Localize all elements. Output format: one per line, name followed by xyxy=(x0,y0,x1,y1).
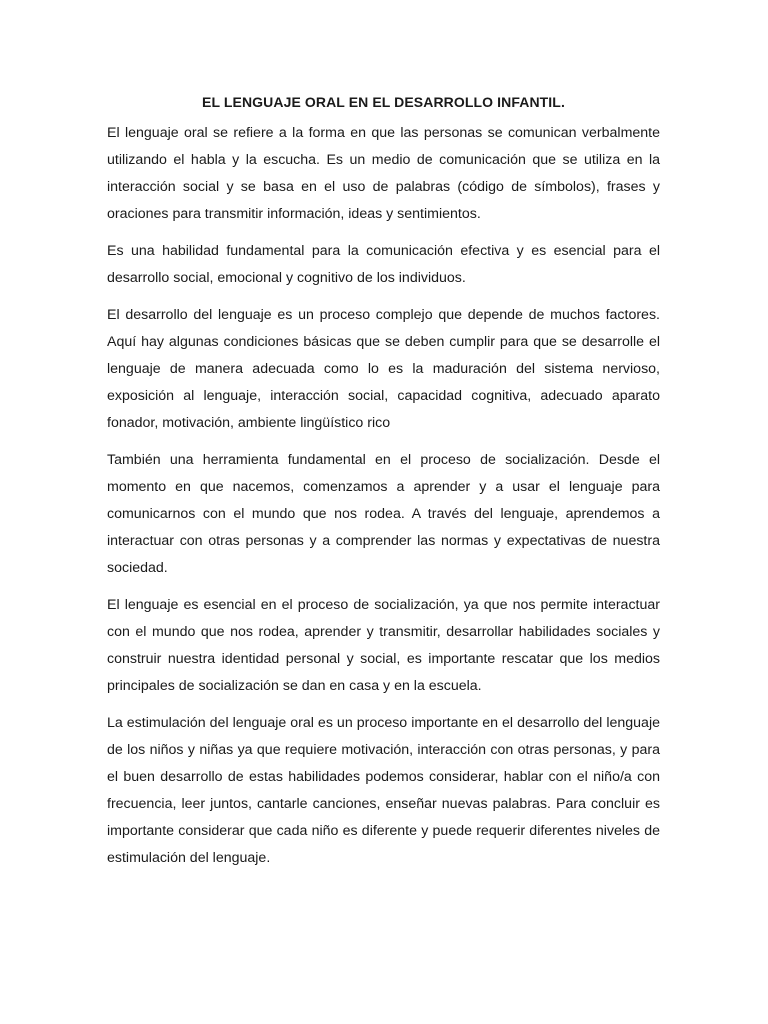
paragraph-stimulation: La estimulación del lenguaje oral es un proceso importante en el desarrollo del lenguaje de los niños y niñas ya que requiere motivación, interacción con otras personas, y para el buen desarrollo de estas habilidades podemos considerar, hablar con el niño/a con frecuencia, leer juntos, cantarle canciones, enseñar nuevas palabras. Para concluir es importante considerar que cada niño es diferente y puede requerir diferentes niveles de estimulación del lenguaje. xyxy=(107,715,660,866)
paragraph-importance: Es una habilidad fundamental para la comunicación efectiva y es esencial para el desarrollo social, emocional y cognitivo de los individuos. xyxy=(107,243,660,286)
paragraph-socialization-essential: El lenguaje es esencial en el proceso de socialización, ya que nos permite interactuar con el mundo que nos rodea, aprender y transmitir, desarrollar habilidades sociales y construir nuestra identidad personal y social, es importante rescatar que los medios principales de socialización se dan en casa y en la escuela. xyxy=(107,597,660,694)
document-body xyxy=(107,92,660,882)
paragraph-development-conditions: El desarrollo del lenguaje es un proceso complejo que depende de muchos factores. Aquí hay algunas condiciones básicas que se deben cumplir para que se desarrolle el lenguaje de manera adecuada como lo es la maduración del sistema nervioso, exposición al lenguaje, interacción social, capacidad cognitiva, adecuado aparato fonador, motivación, ambiente lingüístico rico xyxy=(107,307,660,431)
paragraph-socialization-tool: También una herramienta fundamental en el proceso de socialización. Desde el momento en que nacemos, comenzamos a aprender y a usar el lenguaje para comunicarnos con el mundo que nos rodea. A través del lenguaje, aprendemos a interactuar con otras personas y a comprender las normas y expectativas de nuestra sociedad. xyxy=(107,452,660,576)
document-title: EL LENGUAJE ORAL EN EL DESARROLLO INFANTIL. xyxy=(202,94,565,110)
paragraph-definition: El lenguaje oral se refiere a la forma en que las personas se comunican verbalmente utilizando el habla y la escucha. Es un medio de comunicación que se utiliza en la interacción social y se basa en el uso de palabras (código de símbolos), frases y oraciones para transmitir información, ideas y sentimientos. xyxy=(107,125,660,222)
